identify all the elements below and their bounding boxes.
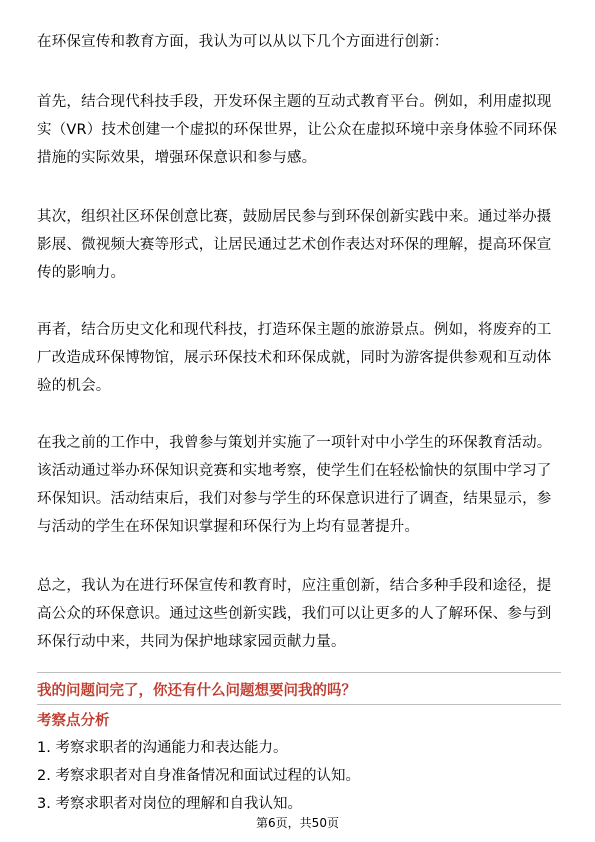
analysis-item: 1. 考察求职者的沟通能力和表达能力。 — [37, 740, 288, 756]
analysis-item: 2. 考察求职者对自身准备情况和面试过程的认知。 — [37, 768, 360, 784]
section-divider-top — [37, 672, 561, 673]
paragraph-first-point: 首先，结合现代科技手段，开发环保主题的互动式教育平台。例如，利用虚拟现实（VR）技术创建一个虚拟的环保世界，让公众在虚拟环境中亲身体验不同环保措施的实际效果，增强环保意识和参与感。 — [37, 94, 558, 166]
analysis-heading: 考察点分析 — [37, 713, 110, 729]
paragraph-conclusion: 总之，我认为在进行环保宣传和教育时，应注重创新，结合多种手段和途径，提高公众的环保意识。通过这些创新实践，我们可以让更多的人了解环保、参与到环保行动中来，共同为保护地球家园贡献力量。 — [37, 578, 552, 650]
paragraph-second-point: 其次，组织社区环保创意比赛，鼓励居民参与到环保创新实践中来。通过举办摄影展、微视频大赛等形式，让居民通过艺术创作表达对环保的理解，提高环保宣传的影响力。 — [37, 209, 552, 281]
page-number-footer: 第6页，共50页 — [256, 816, 339, 830]
interview-question: 我的问题问完了，你还有什么问题想要问我的吗？ — [37, 683, 356, 699]
paragraph-third-point: 再者，结合历史文化和现代科技，打造环保主题的旅游景点。例如，将废弃的工厂改造成环保博物馆，展示环保技术和环保成就，同时为游客提供参观和互动体验的机会。 — [37, 322, 552, 394]
analysis-item: 3. 考察求职者对岗位的理解和自我认知。 — [37, 796, 302, 812]
section-divider-bottom — [37, 704, 561, 705]
paragraph-intro: 在环保宣传和教育方面，我认为可以从以下几个方面进行创新： — [37, 34, 449, 50]
paragraph-experience: 在我之前的工作中，我曾参与策划并实施了一项针对中小学生的环保教育活动。该活动通过举办环保知识竞赛和实地考察，使学生们在轻松愉快的氛围中学习了环保知识。活动结束后，我们对参与学生的环保意识进行了调查，结果显示，参与活动的学生在环保知识掌握和环保行为上均有显著提升。 — [37, 435, 552, 535]
